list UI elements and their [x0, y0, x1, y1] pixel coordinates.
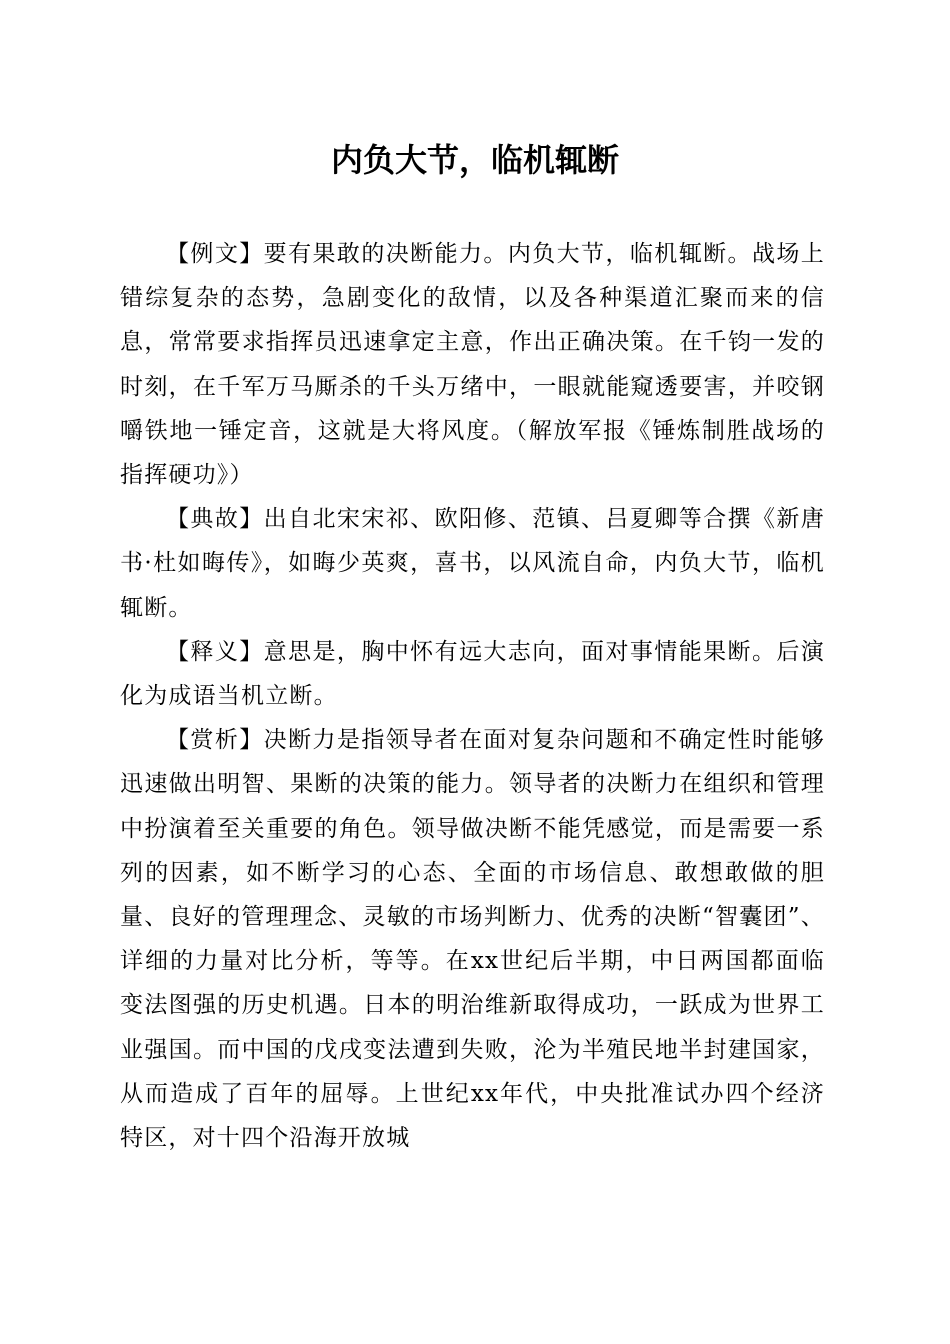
paragraph-tag: 【释义】: [166, 638, 264, 665]
paragraph-text: 要有果敢的决断能力。内负大节，临机辄断。战场上错综复杂的态势，急剧变化的敌情，以及各种渠道汇聚而来的信息，常常要求指挥员迅速拿定主意，作出正确决策。在千钧一发的时刻，在千军万马厮杀的千头万绪中，一眼就能窥透要害，并咬钢嚼铁地一锤定音，这就是大将风度。（解放军报《锤炼制胜战场的指挥硬功》）: [120, 241, 825, 489]
paragraph-tag: 【赏析】: [166, 727, 264, 754]
paragraph-text: 决断力是指领导者在面对复杂问题和不确定性时能够迅速做出明智、果断的决策的能力。领导者的决断力在组织和管理中扮演着至关重要的角色。领导做决断不能凭感觉，而是需要一系列的因素，如不断学习的心态、全面的市场信息、敢想敢做的胆量、良好的管理理念、灵敏的市场判断力、优秀的决断“智囊团”、详细的力量对比分析，等等。在xx世纪后半期，中日两国都面临变法图强的历史机遇。日本的明治维新取得成功，一跃成为世界工业强国。而中国的戊戌变法遭到失败，沦为半殖民地半封建国家，从而造成了百年的屈辱。上世纪xx年代，中央批准试办四个经济特区，对十四个沿海开放城: [120, 727, 825, 1152]
document-body: [120, 232, 825, 1160]
paragraph-example: [120, 232, 825, 497]
paragraph-analysis: [120, 718, 825, 1160]
paragraph-text: 出自北宋宋祁、欧阳修、范镇、吕夏卿等合撰《新唐书·杜如晦传》，如晦少英爽，喜书，以风流自命，内负大节，临机辄断。: [120, 506, 825, 621]
paragraph-meaning: [120, 630, 825, 718]
paragraph-tag: 【典故】: [166, 506, 264, 533]
paragraph-allusion: [120, 497, 825, 630]
paragraph-tag: 【例文】: [166, 241, 264, 267]
document-title: 内负大节，临机辄断: [330, 141, 619, 179]
paragraph-text: 意思是，胸中怀有远大志向，面对事情能果断。后演化为成语当机立断。: [120, 638, 825, 710]
